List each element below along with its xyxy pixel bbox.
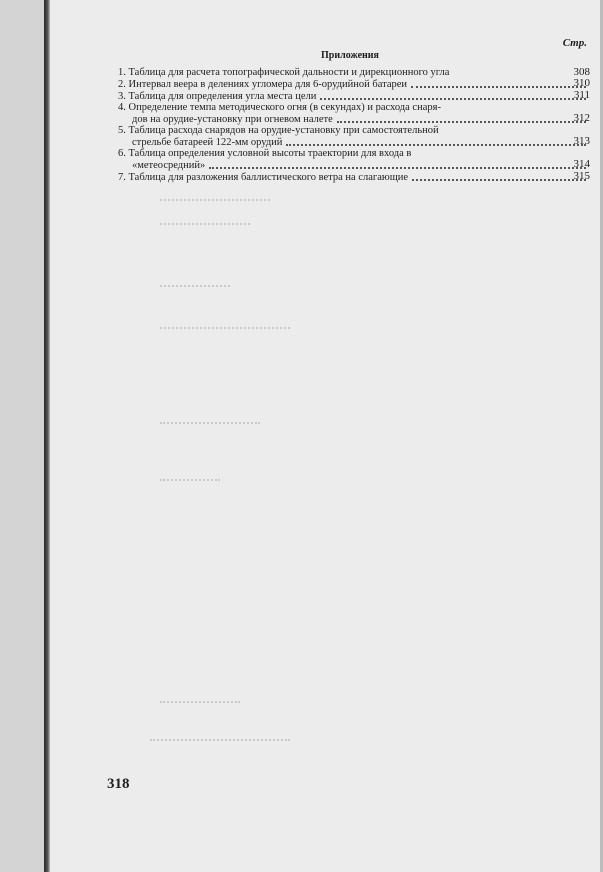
toc-entry [118,78,590,90]
toc-entry [118,171,590,183]
toc-entry-text: 2. Интервал веера в делениях угломера для 6-орудийной батареи [118,79,408,90]
toc-entry-continuation: «метеосредний» [132,160,206,171]
toc-entry-page: 314 [573,158,590,170]
toc-entry-page: 311 [573,89,590,101]
show-through-mark [160,284,230,287]
show-through-mark [160,222,250,225]
section-title: Приложения [321,50,379,61]
show-through-mark [160,421,260,424]
dot-leader [286,136,586,146]
facing-page-edge [0,0,44,872]
toc-entry-continuation: дов на орудие-установку при огневом налете [132,114,333,125]
show-through-mark [150,738,290,741]
toc-entry [118,67,590,78]
toc-entry-page: 312 [573,112,590,124]
toc-entry [118,125,590,148]
toc-entry [118,148,590,171]
toc-entry-text: 6. Таблица определения условной высоты траектории для входа в [118,148,412,159]
table-of-contents [118,67,590,183]
show-through-mark [160,198,270,201]
dot-leader [209,159,586,169]
toc-entry-continuation: стрельбе батареей 122-мм орудий [132,137,283,148]
toc-entry-page: 315 [573,170,590,182]
toc-entry-page: 308 [573,66,590,78]
book-spine [44,0,50,872]
show-through-mark [160,326,290,329]
toc-entry-page: 310 [573,77,590,89]
page-number: 318 [107,776,130,792]
pages-column-label: Стр. [562,37,587,49]
toc-entry-text: 3. Таблица для определения угла места цели [118,91,317,102]
toc-entry-text: 7. Таблица для разложения баллистического ветра на слагающие [118,172,409,183]
toc-entry-text: 4. Определение темпа методического огня (в секундах) и расхода снаря- [118,102,441,113]
toc-entry-text: 5. Таблица расхода снарядов на орудие-установку при самостоятельной [118,125,439,136]
show-through-mark [160,478,220,481]
toc-entry-text: 1. Таблица для расчета топографической дальности и дирекционного угла [118,67,450,78]
toc-entry [118,90,590,102]
toc-entry [118,102,590,125]
dot-leader [337,113,586,123]
dot-leader [411,78,586,88]
dot-leader [412,171,586,181]
toc-entry-page: 313 [573,135,590,147]
dot-leader [320,90,586,100]
show-through-mark [160,700,240,703]
